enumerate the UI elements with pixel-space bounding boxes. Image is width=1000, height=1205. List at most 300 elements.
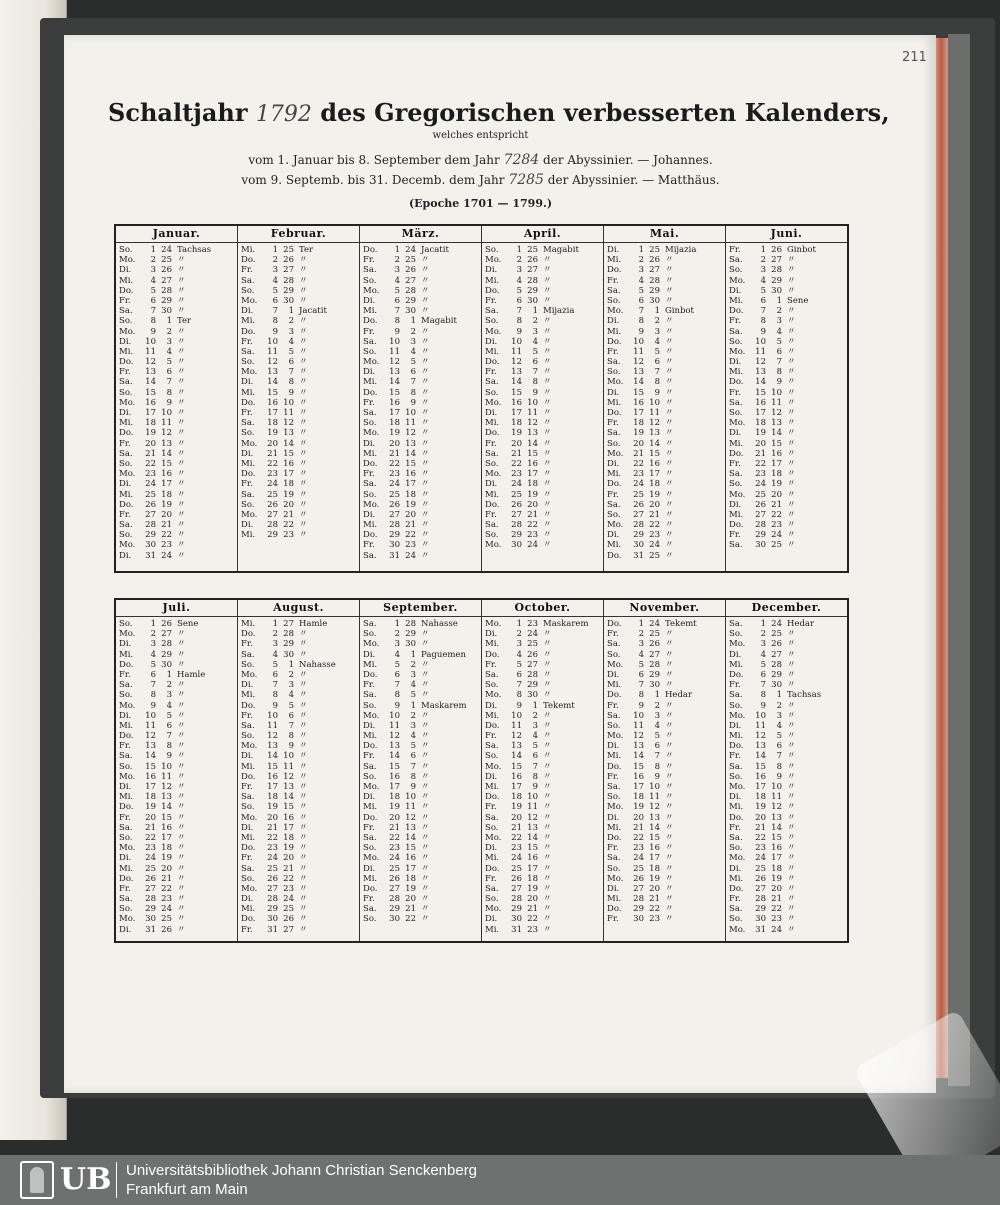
gregorian-day: 7 <box>760 680 766 691</box>
weekday: So. <box>241 802 255 813</box>
gregorian-day: 24 <box>633 853 644 864</box>
abyssinian-day: 15 <box>649 832 660 843</box>
gregorian-day: 11 <box>511 720 522 731</box>
day-row <box>363 500 481 510</box>
abyssinian-month: 〃 <box>543 680 552 691</box>
abyssinian-day: 14 <box>771 822 782 833</box>
abyssinian-day: 19 <box>527 489 538 500</box>
gregorian-day: 17 <box>755 782 766 792</box>
gregorian-day: 24 <box>511 853 522 864</box>
abyssinian-month: 〃 <box>299 853 308 864</box>
gregorian-day: 22 <box>389 832 400 843</box>
weekday: Fr. <box>363 255 375 266</box>
gregorian-day: 11 <box>633 720 644 731</box>
gregorian-day: 22 <box>633 832 644 843</box>
abyssinian-month: 〃 <box>299 782 308 792</box>
day-row <box>485 741 603 751</box>
day-row <box>485 894 603 904</box>
day-row <box>363 741 481 751</box>
abyssinian-month: 〃 <box>421 629 430 640</box>
abyssinian-month: 〃 <box>421 690 430 701</box>
day-row <box>363 660 481 670</box>
weekday: Mi. <box>119 720 134 731</box>
gregorian-day: 19 <box>633 428 644 439</box>
day-row <box>485 670 603 680</box>
abyssinian-month: 〃 <box>299 275 308 286</box>
weekday: Di. <box>485 843 498 854</box>
abyssinian-month: 〃 <box>665 336 674 347</box>
abyssinian-month: 〃 <box>177 741 186 752</box>
gregorian-day: 29 <box>145 530 156 541</box>
abyssinian-month: 〃 <box>421 680 430 691</box>
gregorian-day: 23 <box>755 469 766 480</box>
abyssinian-day: 27 <box>771 649 782 660</box>
abyssinian-month: 〃 <box>421 771 430 782</box>
abyssinian-month: 〃 <box>665 761 674 772</box>
day-row <box>485 690 603 700</box>
abyssinian-day: 19 <box>527 883 538 894</box>
gregorian-day: 23 <box>145 843 156 854</box>
abyssinian-day: 23 <box>527 619 538 629</box>
abyssinian-day: 2 <box>288 316 294 327</box>
day-row <box>119 925 237 935</box>
weekday: Sa. <box>607 710 621 721</box>
abyssinian-day: 19 <box>771 873 782 884</box>
day-row <box>729 762 847 772</box>
abyssinian-day: 26 <box>161 265 172 276</box>
weekday: Fr. <box>119 367 131 378</box>
weekday: Fr. <box>119 509 131 520</box>
gregorian-day: 3 <box>638 265 644 276</box>
day-row <box>241 925 359 935</box>
day-row <box>119 670 237 680</box>
weekday: Mo. <box>485 326 502 337</box>
day-row <box>119 408 237 418</box>
day-row <box>485 459 603 469</box>
abyssinian-day: 4 <box>410 680 416 691</box>
abyssinian-month: 〃 <box>543 731 552 742</box>
weekday: Do. <box>119 285 134 296</box>
gregorian-day: 22 <box>755 832 766 843</box>
gregorian-day: 24 <box>267 479 278 490</box>
abyssinian-month: 〃 <box>665 346 674 357</box>
abyssinian-month: 〃 <box>177 832 186 843</box>
gregorian-day: 21 <box>389 448 400 459</box>
day-row <box>485 680 603 690</box>
abyssinian-day: 29 <box>649 669 660 680</box>
abyssinian-day: 28 <box>161 639 172 650</box>
weekday: Di. <box>729 792 742 803</box>
day-row <box>119 721 237 731</box>
abyssinian-day: 29 <box>283 285 294 296</box>
day-row <box>363 874 481 884</box>
day-row <box>485 639 603 649</box>
day-row <box>485 439 603 449</box>
abyssinian-day: 11 <box>649 792 660 803</box>
abyssinian-day: 18 <box>161 843 172 854</box>
abyssinian-month: 〃 <box>177 489 186 500</box>
gregorian-day: 15 <box>389 387 400 398</box>
abyssinian-month: 〃 <box>421 367 430 378</box>
day-row <box>119 823 237 833</box>
weekday: Sa. <box>119 448 133 459</box>
gregorian-day: 14 <box>145 751 156 762</box>
gregorian-day: 28 <box>511 894 522 905</box>
day-row <box>363 843 481 853</box>
day-row <box>729 316 847 326</box>
gregorian-day: 5 <box>394 659 400 670</box>
weekday: Sa. <box>363 408 377 418</box>
day-row <box>363 520 481 530</box>
day-row <box>241 520 359 530</box>
gregorian-day: 9 <box>638 700 644 711</box>
weekday: Fr. <box>607 418 619 429</box>
day-row <box>729 377 847 387</box>
abyssinian-day: 26 <box>283 255 294 266</box>
abyssinian-day: 7 <box>166 731 172 742</box>
abyssinian-month: 〃 <box>177 924 186 935</box>
abyssinian-month: 〃 <box>421 408 430 418</box>
abyssinian-month: 〃 <box>543 863 552 874</box>
weekday: Sa. <box>485 669 499 680</box>
day-row <box>729 337 847 347</box>
day-row <box>729 629 847 639</box>
abyssinian-month: 〃 <box>543 639 552 650</box>
day-row <box>241 439 359 449</box>
day-row <box>607 619 725 629</box>
abyssinian-day: 15 <box>527 843 538 854</box>
weekday: So. <box>363 629 377 640</box>
abyssinian-month: 〃 <box>177 843 186 854</box>
day-row <box>241 894 359 904</box>
abyssinian-day: 23 <box>527 530 538 541</box>
gregorian-day: 29 <box>389 904 400 915</box>
abyssinian-day: 20 <box>283 853 294 864</box>
day-row <box>119 853 237 863</box>
day-row <box>607 316 725 326</box>
abyssinian-day: 17 <box>527 863 538 874</box>
weekday: Mi. <box>607 469 622 480</box>
library-logo-icon <box>20 1161 54 1199</box>
gregorian-day: 23 <box>511 469 522 480</box>
abyssinian-month: 〃 <box>665 326 674 337</box>
day-row <box>241 245 359 255</box>
day-row <box>729 276 847 286</box>
gregorian-day: 1 <box>516 245 522 255</box>
day-row <box>607 428 725 438</box>
abyssinian-month: 〃 <box>665 669 674 680</box>
abyssinian-day: 29 <box>649 285 660 296</box>
gregorian-day: 21 <box>755 448 766 459</box>
weekday: Sa. <box>607 639 621 650</box>
gregorian-day: 22 <box>267 832 278 843</box>
abyssinian-day: 27 <box>649 649 660 660</box>
abyssinian-month: 〃 <box>299 377 308 388</box>
weekday: So. <box>729 771 743 782</box>
gregorian-day: 19 <box>755 802 766 813</box>
gregorian-day: 7 <box>394 306 400 317</box>
day-row <box>485 255 603 265</box>
gregorian-day: 17 <box>389 408 400 418</box>
gregorian-day: 9 <box>638 326 644 337</box>
abyssinian-month: 〃 <box>543 802 552 813</box>
weekday: So. <box>363 346 377 357</box>
gregorian-day: 10 <box>145 710 156 721</box>
day-row <box>607 388 725 398</box>
abyssinian-month: 〃 <box>177 408 186 418</box>
weekday: Mo. <box>119 469 136 480</box>
weekday: So. <box>729 336 743 347</box>
day-row <box>485 762 603 772</box>
footer-library-name: Universitätsbibliothek Johann Christian Senckenberg <box>126 1162 478 1179</box>
weekday: Do. <box>607 904 622 915</box>
abyssinian-day: 16 <box>527 458 538 469</box>
day-row <box>363 367 481 377</box>
gregorian-day: 11 <box>389 720 400 731</box>
weekday: Fr. <box>241 336 253 347</box>
abyssinian-month: 〃 <box>177 479 186 490</box>
abyssinian-month: 〃 <box>177 550 186 561</box>
abyssinian-month: 〃 <box>665 751 674 762</box>
weekday: Fr. <box>363 469 375 480</box>
abyssinian-month: 〃 <box>665 792 674 803</box>
abyssinian-month: Hedar <box>665 690 693 701</box>
day-row <box>729 357 847 367</box>
day-row <box>363 510 481 520</box>
gregorian-day: 25 <box>145 863 156 874</box>
weekday: Do. <box>485 792 500 803</box>
abyssinian-month: 〃 <box>421 863 430 874</box>
weekday: So. <box>363 418 377 429</box>
weekday: Do. <box>729 669 744 680</box>
day-row <box>729 751 847 761</box>
day-row <box>485 479 603 489</box>
abyssinian-day: 10 <box>527 397 538 408</box>
weekday: So. <box>485 387 499 398</box>
abyssinian-month: 〃 <box>665 649 674 660</box>
abyssinian-day: 24 <box>161 550 172 561</box>
day-row <box>119 530 237 540</box>
day-row <box>607 650 725 660</box>
gregorian-day: 16 <box>755 397 766 408</box>
abyssinian-day: 26 <box>527 255 538 266</box>
abyssinian-day: 4 <box>410 731 416 742</box>
weekday: So. <box>729 629 743 640</box>
day-row <box>241 265 359 275</box>
gregorian-day: 25 <box>145 489 156 500</box>
weekday: Mi. <box>241 690 256 701</box>
gregorian-day: 1 <box>394 619 400 629</box>
day-row <box>607 731 725 741</box>
day-row <box>363 792 481 802</box>
gregorian-day: 27 <box>633 509 644 520</box>
abyssinian-month: 〃 <box>177 326 186 337</box>
abyssinian-day: 11 <box>649 408 660 418</box>
gregorian-day: 13 <box>755 367 766 378</box>
day-row <box>485 337 603 347</box>
day-row <box>241 741 359 751</box>
weekday: Di. <box>607 741 620 752</box>
weekday: Do. <box>607 265 622 276</box>
weekday: So. <box>119 245 133 255</box>
abyssinian-month: 〃 <box>665 285 674 296</box>
abyssinian-day: 12 <box>161 428 172 439</box>
weekday: Do. <box>363 387 378 398</box>
gregorian-day: 23 <box>511 843 522 854</box>
abyssinian-month: 〃 <box>299 418 308 429</box>
abyssinian-month: 〃 <box>543 853 552 864</box>
abyssinian-day: 15 <box>771 832 782 843</box>
gregorian-day: 6 <box>394 669 400 680</box>
weekday: Do. <box>241 255 256 266</box>
gregorian-day: 27 <box>511 883 522 894</box>
abyssinian-month: 〃 <box>787 408 796 418</box>
abyssinian-day: 14 <box>649 822 660 833</box>
gregorian-day: 10 <box>633 710 644 721</box>
abyssinian-day: 10 <box>649 397 660 408</box>
weekday: Mo. <box>485 540 502 551</box>
abyssinian-day: 16 <box>161 822 172 833</box>
abyssinian-month: 〃 <box>787 792 796 803</box>
gregorian-day: 18 <box>389 418 400 429</box>
gregorian-day: 25 <box>633 489 644 500</box>
abyssinian-month: 〃 <box>177 873 186 884</box>
abyssinian-month: 〃 <box>787 326 796 337</box>
gregorian-day: 23 <box>633 843 644 854</box>
abyssinian-day: 3 <box>776 316 782 327</box>
day-row <box>485 398 603 408</box>
title-post: des Gregorischen verbesserten Kalenders, <box>311 98 890 127</box>
gregorian-day: 1 <box>516 619 522 629</box>
abyssinian-month: 〃 <box>177 731 186 742</box>
weekday: Mi. <box>363 873 378 884</box>
abyssinian-month: 〃 <box>421 883 430 894</box>
weekday: So. <box>119 761 133 772</box>
day-row <box>485 843 603 853</box>
abyssinian-day: 6 <box>532 751 538 762</box>
abyssinian-month: 〃 <box>421 894 430 905</box>
abyssinian-month: 〃 <box>665 367 674 378</box>
abyssinian-month: 〃 <box>177 367 186 378</box>
gregorian-day: 18 <box>145 792 156 803</box>
abyssinian-day: 8 <box>532 771 538 782</box>
gregorian-day: 7 <box>150 306 156 317</box>
abyssinian-day: 3 <box>410 720 416 731</box>
gregorian-day: 16 <box>389 397 400 408</box>
gregorian-day: 11 <box>755 720 766 731</box>
weekday: Fr. <box>241 639 253 650</box>
weekday: Sa. <box>607 853 621 864</box>
weekday: So. <box>119 530 133 541</box>
gregorian-day: 23 <box>267 469 278 480</box>
abyssinian-day: 5 <box>288 700 294 711</box>
abyssinian-day: 23 <box>161 540 172 551</box>
abyssinian-day: 23 <box>283 530 294 541</box>
weekday: Di. <box>241 751 254 762</box>
abyssinian-month: 〃 <box>787 649 796 660</box>
weekday: Mi. <box>119 346 134 357</box>
abyssinian-month: 〃 <box>421 418 430 429</box>
abyssinian-day: 27 <box>527 659 538 670</box>
abyssinian-month: 〃 <box>421 751 430 762</box>
gregorian-day: 21 <box>145 822 156 833</box>
gregorian-day: 3 <box>516 265 522 276</box>
weekday: Mo. <box>241 812 258 823</box>
abyssinian-day: 18 <box>771 469 782 480</box>
gregorian-day: 10 <box>511 336 522 347</box>
gregorian-day: 26 <box>145 499 156 510</box>
day-row <box>119 741 237 751</box>
abyssinian-day: 8 <box>654 761 660 772</box>
weekday: Mo. <box>119 255 136 266</box>
weekday: Do. <box>119 499 134 510</box>
day-row <box>119 629 237 639</box>
abyssinian-day: 30 <box>771 285 782 296</box>
gregorian-day: 27 <box>511 509 522 520</box>
abyssinian-month: 〃 <box>787 853 796 864</box>
day-row <box>485 874 603 884</box>
gregorian-day: 9 <box>394 700 400 711</box>
day-row <box>363 286 481 296</box>
weekday: Di. <box>119 265 132 276</box>
abyssinian-day: 8 <box>410 387 416 398</box>
day-row <box>363 377 481 387</box>
abyssinian-month: 〃 <box>299 812 308 823</box>
gregorian-day: 25 <box>755 863 766 874</box>
gregorian-day: 1 <box>272 245 278 255</box>
day-row <box>363 813 481 823</box>
weekday: Mo. <box>729 853 746 864</box>
abyssinian-day: 23 <box>161 894 172 905</box>
weekday: Sa. <box>119 751 133 762</box>
day-row <box>119 874 237 884</box>
gregorian-day: 8 <box>760 316 766 327</box>
weekday: Di. <box>729 649 742 660</box>
gregorian-day: 23 <box>633 469 644 480</box>
weekday: Mo. <box>363 285 380 296</box>
gregorian-day: 27 <box>633 883 644 894</box>
month-column <box>726 600 847 941</box>
abyssinian-day: 23 <box>283 883 294 894</box>
abyssinian-month: 〃 <box>177 520 186 531</box>
day-row <box>607 500 725 510</box>
weekday: Mo. <box>607 873 624 884</box>
weekday: Mo. <box>607 306 624 317</box>
day-row <box>729 347 847 357</box>
gregorian-day: 14 <box>633 751 644 762</box>
abyssinian-month: 〃 <box>665 520 674 531</box>
abyssinian-month: 〃 <box>543 489 552 500</box>
day-row <box>363 690 481 700</box>
weekday: Sa. <box>119 822 133 833</box>
weekday: Di. <box>119 550 132 561</box>
abyssinian-day: 27 <box>283 265 294 276</box>
day-row <box>241 347 359 357</box>
abyssinian-month: Mijazia <box>543 306 575 317</box>
gregorian-day: 29 <box>511 904 522 915</box>
gregorian-day: 9 <box>272 700 278 711</box>
weekday: Do. <box>485 720 500 731</box>
gregorian-day: 26 <box>267 873 278 884</box>
gregorian-day: 5 <box>638 285 644 296</box>
gregorian-day: 4 <box>516 649 522 660</box>
abyssinian-month: Maskarem <box>543 619 589 629</box>
abyssinian-day: 30 <box>527 295 538 306</box>
month-name: April. <box>482 226 603 243</box>
day-row <box>485 925 603 935</box>
abyssinian-month: 〃 <box>787 659 796 670</box>
gregorian-day: 15 <box>267 761 278 772</box>
